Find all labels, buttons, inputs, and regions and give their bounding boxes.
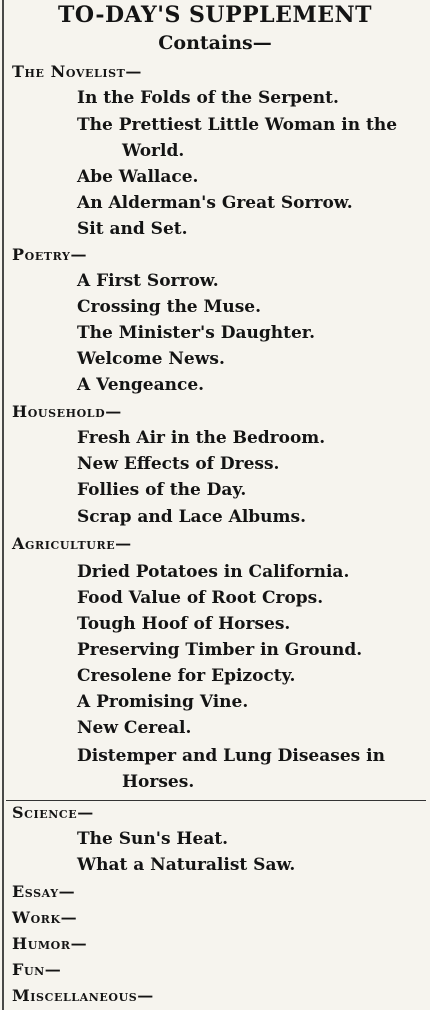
list-item: Follies of the Day. (77, 480, 247, 500)
section-heading-miscellaneous: Miscellaneous— (12, 986, 154, 1005)
list-item: An Alderman's Great Sorrow. (77, 193, 353, 213)
section-heading-fun: Fun— (12, 960, 62, 979)
list-item: The Minister's Daughter. (77, 323, 316, 343)
section-heading-household: Household— (12, 402, 122, 421)
list-item: Distemper and Lung Diseases in (77, 746, 385, 766)
section-heading-novelist: The Novelist— (12, 62, 142, 81)
list-item: What a Naturalist Saw. (77, 855, 296, 875)
list-item: In the Folds of the Serpent. (77, 88, 339, 108)
list-item: Sit and Set. (77, 219, 188, 239)
list-item: New Effects of Dress. (77, 454, 280, 474)
section-heading-poetry: Poetry— (12, 245, 88, 264)
list-item: Tough Hoof of Horses. (77, 614, 291, 634)
list-item: Cresolene for Epizocty. (77, 666, 296, 686)
list-item-continuation: World. (122, 141, 185, 161)
list-item-continuation: Horses. (122, 772, 195, 792)
list-item: New Cereal. (77, 718, 192, 738)
section-heading-science: Science— (12, 803, 94, 822)
list-item: A Vengeance. (77, 375, 205, 395)
list-item: Abe Wallace. (77, 167, 199, 187)
list-item: Scrap and Lace Albums. (77, 507, 307, 527)
list-item: Fresh Air in the Bedroom. (77, 428, 326, 448)
page-title: TO-DAY'S SUPPLEMENT (57, 2, 372, 28)
section-heading-agriculture: Agriculture— (12, 534, 132, 553)
list-item: A Promising Vine. (77, 692, 249, 712)
list-item: Crossing the Muse. (77, 297, 262, 317)
section-heading-humor: Humor— (12, 934, 88, 953)
list-item: A First Sorrow. (77, 271, 219, 291)
section-heading-essay: Essay— (12, 882, 76, 901)
page-subtitle: Contains— (158, 32, 272, 54)
column-rule (2, 0, 4, 1010)
list-item: The Prettiest Little Woman in the (77, 115, 398, 135)
list-item: The Sun's Heat. (77, 829, 229, 849)
list-item: Welcome News. (77, 349, 225, 369)
section-divider (6, 800, 426, 801)
section-heading-work: Work— (12, 908, 78, 927)
list-item: Food Value of Root Crops. (77, 588, 324, 608)
list-item: Dried Potatoes in California. (77, 562, 350, 582)
list-item: Preserving Timber in Ground. (77, 640, 363, 660)
